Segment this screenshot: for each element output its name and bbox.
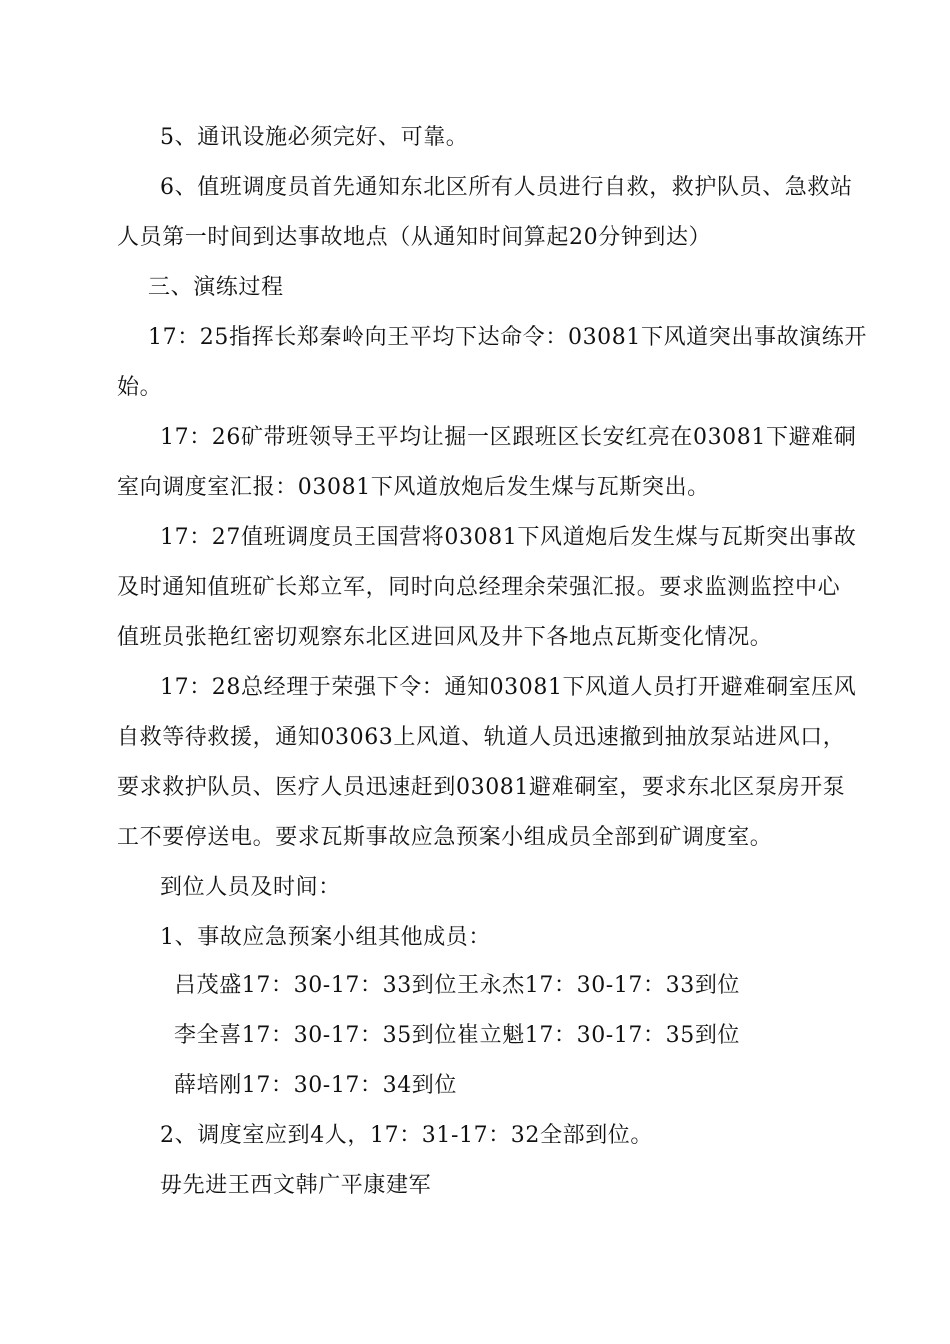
text-line: 值班员张艳红密切观察东北区进回风及井下各地点瓦斯变化情况。 (117, 625, 773, 650)
text-line: 始。 (117, 375, 163, 400)
text-line: 人员第一时间到达事故地点（从通知时间算起20分钟到达） (117, 225, 712, 250)
text-line: 及时通知值班矿长郑立军，同时向总经理余荣强汇报。要求监测监控中心 (117, 575, 841, 600)
text-line: 吕茂盛17：30-17：33到位王永杰17：30-17：33到位 (174, 973, 741, 998)
text-line: 17：28总经理于荣强下令：通知03081下风道人员打开避难硐室压风 (160, 675, 857, 700)
text-line: 李全喜17：30-17：35到位崔立魁17：30-17：35到位 (174, 1023, 741, 1048)
text-line: 工不要停送电。要求瓦斯事故应急预案小组成员全部到矿调度室。 (117, 825, 773, 850)
text-line: 17：25指挥长郑秦岭向王平均下达命令：03081下风道突出事故演练开 (148, 325, 867, 350)
text-line: 薛培刚17：30-17：34到位 (174, 1073, 458, 1098)
text-line: 毋先进王西文韩广平康建军 (160, 1173, 432, 1198)
text-line: 自救等待救援，通知03063上风道、轨道人员迅速撤到抽放泵站进风口， (117, 725, 846, 750)
text-line: 17：26矿带班领导王平均让掘一区跟班区长安红亮在03081下避难硐 (160, 425, 857, 450)
text-line: 到位人员及时间： (160, 875, 341, 900)
text-line: 1、事故应急预案小组其他成员： (160, 925, 491, 950)
text-line: 6、值班调度员首先通知东北区所有人员进行自救，救护队员、急救站 (160, 175, 853, 200)
text-line: 5、通讯设施必须完好、可靠。 (160, 125, 469, 150)
text-line: 要求救护队员、医疗人员迅速赶到03081避难硐室，要求东北区泵房开泵 (117, 775, 846, 800)
text-line: 2、调度室应到4人，17：31-17：32全部到位。 (160, 1123, 654, 1148)
text-line: 17：27值班调度员王国营将03081下风道炮后发生煤与瓦斯突出事故 (160, 525, 857, 550)
text-line: 室向调度室汇报：03081下风道放炮后发生煤与瓦斯突出。 (117, 475, 710, 500)
section-heading: 三、演练过程 (148, 275, 284, 300)
